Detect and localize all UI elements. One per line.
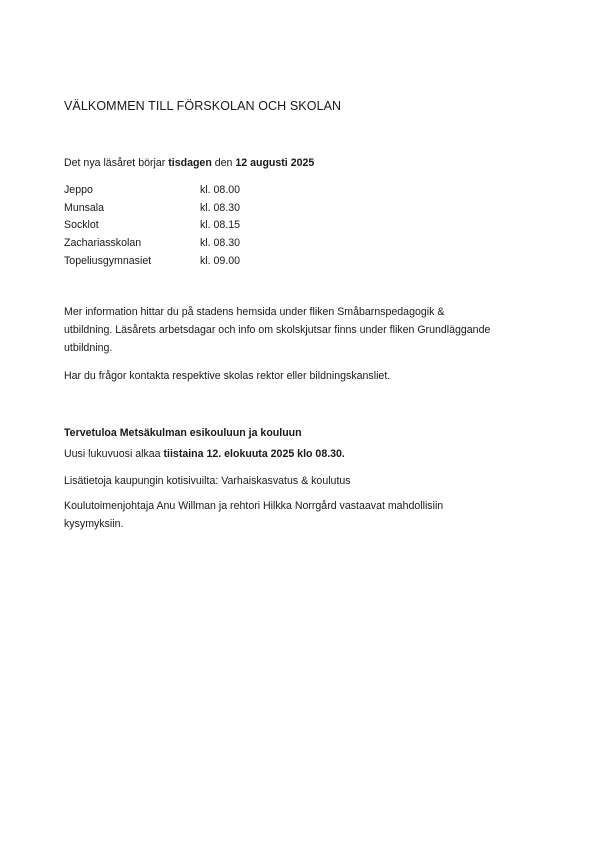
finnish-start-prefix: Uusi lukuvuosi alkaa xyxy=(64,448,164,460)
start-time: kl. 08.00 xyxy=(200,184,241,196)
intro-prefix: Det nya läsåret börjar xyxy=(64,157,169,169)
more-info-line: Mer information hittar du på stadens hemsida under fliken Småbarnspedagogik & xyxy=(64,306,445,318)
finnish-contact-paragraph xyxy=(64,497,539,533)
finnish-more-info: Lisätietoja kaupungin kotisivuilta: Varhaiskasvatus & koulutus xyxy=(64,475,351,487)
school-name: Socklot xyxy=(64,219,99,232)
start-time: kl. 08.30 xyxy=(200,237,241,250)
more-info-paragraph xyxy=(64,303,539,357)
intro-date: 12 augusti 2025 xyxy=(235,157,315,169)
more-info-line: utbildning. Läsårets arbetsdagar och info om skolskjutsar finns under fliken Grundläggande xyxy=(64,324,491,336)
start-time: kl. 09.00 xyxy=(200,254,241,267)
questions-paragraph: Har du frågor kontakta respektive skolas rektor eller bildningskansliet. xyxy=(64,370,391,382)
page-title: VÄLKOMMEN TILL FÖRSKOLAN OCH SKOLAN xyxy=(64,99,342,113)
finnish-start-sentence xyxy=(64,445,539,463)
start-time: kl. 08.15 xyxy=(200,219,241,232)
finnish-heading: Tervetuloa Metsäkulman esikouluun ja kouluun xyxy=(64,427,302,439)
more-info-line: utbildning. xyxy=(64,342,113,354)
finnish-contact-line: Koulutoimenjohtaja Anu Willman ja rehtori Hilkka Norrgård vastaavat mahdollisiin xyxy=(64,500,444,512)
finnish-contact-line: kysymyksiin. xyxy=(64,518,124,530)
school-name: Zachariasskolan xyxy=(64,237,142,250)
school-name: Jeppo xyxy=(64,184,93,196)
school-name: Munsala xyxy=(64,201,105,214)
intro-middle: den xyxy=(211,157,236,169)
school-start-sentence xyxy=(64,154,539,172)
intro-day: tisdagen xyxy=(168,157,212,169)
start-time: kl. 08.30 xyxy=(200,201,241,214)
school-name: Topeliusgymnasiet xyxy=(64,254,152,267)
finnish-start-date: tiistaina 12. elokuuta 2025 klo 08.30. xyxy=(163,448,345,460)
